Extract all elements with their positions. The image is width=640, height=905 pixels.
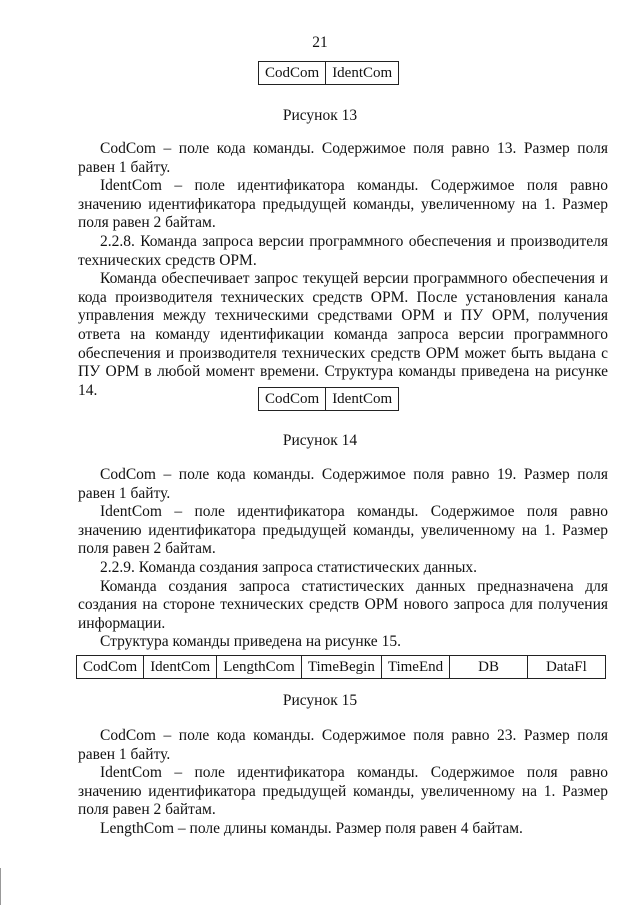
figure-13-caption: Рисунок 13 — [282, 107, 358, 124]
text-block-2 — [78, 466, 608, 652]
paragraph: CodCom – поле кода команды. Содержимое поля равно 23. Размер поля равен 1 байту. — [78, 727, 608, 763]
fig15-cell-lengthcom: LengthCom — [217, 656, 302, 679]
paragraph: Команда создания запроса статистических данных предназначена для создания на стороне технических средств ОРМ нового запроса для получения информации. — [78, 577, 608, 632]
paragraph: CodCom – поле кода команды. Содержимое поля равно 13. Размер поля равен 1 байту. — [78, 140, 608, 176]
paragraph: 2.2.8. Команда запроса версии программного обеспечения и производителя технических средств ОРМ. — [78, 232, 608, 269]
fig13-cell-identcom: IdentCom — [326, 62, 399, 85]
paragraph: IdentCom – поле идентификатора команды. Содержимое поля равно значению идентификатора предыдущей команды, увеличенному на 1. Размер поля равен 2 байтам. — [78, 503, 608, 558]
figure-14-table — [258, 387, 399, 411]
figure-15-caption: Рисунок 15 — [282, 692, 358, 709]
fig14-cell-codcom: CodCom — [259, 388, 326, 411]
fig15-cell-timebegin: TimeBegin — [301, 656, 381, 679]
paragraph: LengthCom – поле длины команды. Размер поля равен 4 байтам. — [100, 819, 523, 837]
text-block-1 — [78, 140, 608, 400]
fig15-cell-codcom: CodCom — [77, 656, 144, 679]
fig14-cell-identcom: IdentCom — [326, 388, 399, 411]
paragraph: Структура команды приведена на рисунке 15. — [100, 633, 401, 651]
scan-edge-mark — [0, 868, 1, 905]
figure-13-table — [258, 61, 399, 85]
fig15-cell-timeend: TimeEnd — [381, 656, 449, 679]
figure-15-table — [76, 655, 606, 679]
fig13-cell-codcom: CodCom — [259, 62, 326, 85]
fig15-cell-db: DB — [450, 656, 528, 679]
page-number: 21 — [312, 34, 328, 51]
fig15-cell-datafl: DataFl — [527, 656, 605, 679]
paragraph: CodCom – поле кода команды. Содержимое поля равно 19. Размер поля равен 1 байту. — [78, 466, 608, 502]
paragraph: Команда обеспечивает запрос текущей версии программного обеспечения и кода производителя технических средств ОРМ. После установления канала управления между техническими средствами ОРМ и ПУ ОРМ, получения ответа на команду идентификации команда запроса версии программного обеспечения и производителя технических средств ОРМ может быть выдана с ПУ ОРМ в любой момент времени. Структура команды приведена на рисунке 14. — [78, 270, 608, 399]
paragraph: IdentCom – поле идентификатора команды. Содержимое поля равно значению идентификатора предыдущей команды, увеличенному на 1. Размер поля равен 2 байтам. — [78, 177, 608, 232]
fig15-cell-identcom: IdentCom — [144, 656, 217, 679]
figure-14-caption: Рисунок 14 — [282, 432, 358, 449]
text-block-3 — [78, 727, 608, 839]
paragraph: IdentCom – поле идентификатора команды. Содержимое поля равно значению идентификатора предыдущей команды, увеличенному на 1. Размер поля равен 2 байтам. — [78, 764, 608, 819]
paragraph: 2.2.9. Команда создания запроса статистических данных. — [100, 558, 478, 576]
